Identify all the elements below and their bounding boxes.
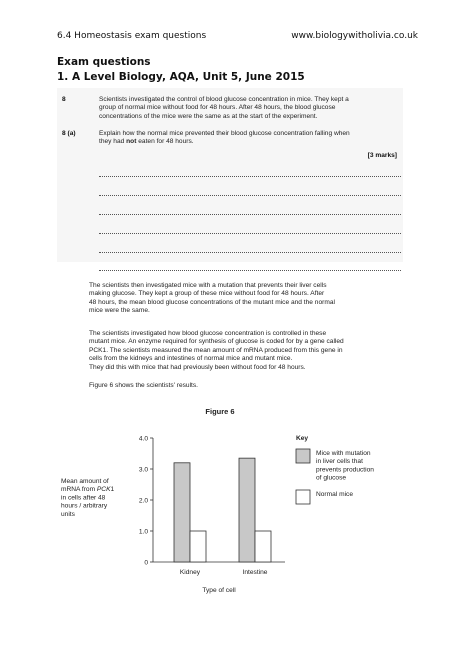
answer-line[interactable] (99, 233, 401, 234)
x-axis-label: Type of cell (202, 587, 236, 594)
question-scan-bottom (57, 262, 403, 652)
section-subtitle: 1. A Level Biology, AQA, Unit 5, June 2015 (57, 71, 305, 83)
para-line: mutant mice. An enzyme required for synthesis of glucose is coded for by a gene called (89, 338, 344, 346)
para-line: mice were the same. (89, 307, 150, 315)
figure-reference: Figure 6 shows the scientists' results. (89, 382, 198, 389)
y-axis-label-line: in cells after 48 (61, 494, 106, 502)
y-tick-label: 3.0 (138, 466, 148, 474)
legend-label-line: in liver cells that (316, 458, 363, 466)
answer-line[interactable] (99, 270, 401, 271)
section-title: Exam questions (57, 56, 151, 68)
paragraph-mutation (89, 282, 335, 316)
part-a-line: they had not eaten for 48 hours. (99, 138, 194, 146)
para-line: They did this with mice that had previously been without food for 48 hours. (89, 363, 306, 371)
y-tick-label: 0 (144, 559, 148, 567)
marks-label: [3 marks] (367, 152, 397, 159)
y-tick-label: 1.0 (138, 528, 148, 536)
header-right: www.biologywitholivia.co.uk (291, 31, 418, 41)
y-axis-label-line: hours / arbitrary (61, 502, 108, 510)
legend-title: Key (296, 435, 309, 442)
intro-line: group of normal mice without food for 48 hours. After 48 hours, the blood glucose (99, 104, 336, 112)
para-line: The scientists then investigated mice with a mutation that prevents their liver cells (89, 282, 327, 289)
paragraph-enzyme (89, 330, 344, 372)
part-a-text (99, 130, 350, 147)
intro-line: Scientists investigated the control of blood glucose concentration in mice. They kept a (99, 96, 349, 103)
legend-label-line: prevents production (316, 466, 374, 474)
y-axis-label-line: mRNA from PCK1 (61, 486, 115, 494)
legend-label-line: of glucose (316, 474, 347, 482)
legend-label-line: Mice with mutation (316, 450, 371, 457)
para-line: The scientists investigated how blood glucose concentration is controlled in these (89, 330, 327, 337)
y-axis-label-line: Mean amount of (61, 478, 109, 485)
answer-line[interactable] (99, 195, 401, 196)
part-a-number: 8 (a) (62, 130, 76, 137)
question-number: 8 (62, 96, 66, 103)
header-left: 6.4 Homeostasis exam questions (57, 31, 207, 41)
para-line: 48 hours, the mean blood glucose concentrations of the mutant mice and the normal (89, 298, 335, 306)
answer-line[interactable] (99, 214, 401, 215)
question-intro (99, 96, 349, 121)
para-line: making glucose. They kept a group of these mice without food for 48 hours. After (89, 290, 325, 298)
answer-line[interactable] (99, 252, 401, 253)
para-line: PCK1. The scientists measured the mean amount of mRNA produced from this gene in (89, 346, 343, 354)
intro-line: concentrations of the mice were the same as at the start of the experiment. (99, 112, 318, 120)
y-tick-label: 2.0 (138, 497, 148, 505)
x-tick-label: Intestine (242, 569, 268, 576)
chart-title: Figure 6 (205, 407, 235, 416)
y-tick-label: 4.0 (138, 435, 148, 443)
part-a-line: Explain how the normal mice prevented their blood glucose concentration falling when (99, 130, 350, 137)
para-line: cells from the kidneys and intestines of normal mice and mutant mice. (89, 355, 293, 363)
x-tick-label: Kidney (179, 569, 201, 576)
answer-line[interactable] (99, 176, 401, 177)
y-axis-label-line: units (61, 510, 75, 518)
legend-label-line: Normal mice (316, 491, 354, 498)
